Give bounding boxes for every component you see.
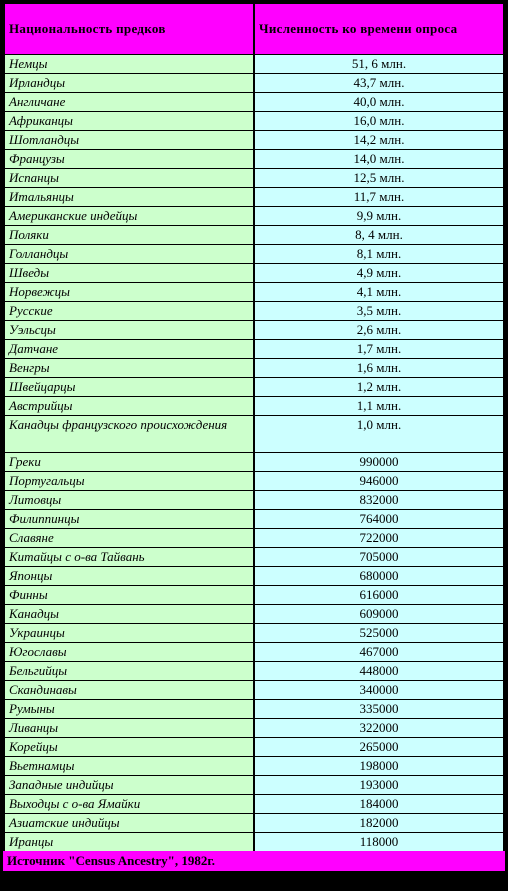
count-cell: 832000 [255,491,503,509]
nationality-cell: Финны [5,586,253,604]
table-row [5,700,503,718]
table-row [5,207,503,225]
nationality-cell: Западные индийцы [5,776,253,794]
count-cell: 14,2 млн. [255,131,503,149]
count-cell: 198000 [255,757,503,775]
count-cell: 1,2 млн. [255,378,503,396]
nationality-cell: Венгры [5,359,253,377]
nationality-cell: Шотландцы [5,131,253,149]
count-cell: 2,6 млн. [255,321,503,339]
table-row [5,453,503,471]
table-row [5,662,503,680]
nationality-cell: Норвежцы [5,283,253,301]
nationality-cell: Канадцы [5,605,253,623]
nationality-cell: Африканцы [5,112,253,130]
table-row [5,548,503,566]
count-cell: 12,5 млн. [255,169,503,187]
count-cell: 265000 [255,738,503,756]
nationality-cell: Японцы [5,567,253,585]
nationality-cell: Голландцы [5,245,253,263]
table-row [5,321,503,339]
nationality-cell: Итальянцы [5,188,253,206]
nationality-cell: Литовцы [5,491,253,509]
nationality-cell: Австрийцы [5,397,253,415]
count-cell: 1,1 млн. [255,397,503,415]
count-cell: 4,1 млн. [255,283,503,301]
count-cell: 340000 [255,681,503,699]
count-cell: 1,7 млн. [255,340,503,358]
nationality-cell: Уэльсцы [5,321,253,339]
count-cell: 8,1 млн. [255,245,503,263]
nationality-cell: Украинцы [5,624,253,642]
nationality-cell: Французы [5,150,253,168]
table-row [5,814,503,832]
count-cell: 335000 [255,700,503,718]
table-row [5,529,503,547]
nationality-cell: Вьетнамцы [5,757,253,775]
nationality-cell: Канадцы французского происхождения [5,416,253,452]
nationality-cell: Иранцы [5,833,253,851]
nationality-cell: Югославы [5,643,253,661]
table-row [5,643,503,661]
table-row [5,150,503,168]
nationality-cell: Бельгийцы [5,662,253,680]
count-cell: 467000 [255,643,503,661]
table-row [5,378,503,396]
nationality-cell: Немцы [5,55,253,73]
nationality-cell: Швейцарцы [5,378,253,396]
nationality-cell: Испанцы [5,169,253,187]
nationality-cell: Ливанцы [5,719,253,737]
count-cell: 764000 [255,510,503,528]
count-cell: 448000 [255,662,503,680]
table-row [5,833,503,851]
count-cell: 193000 [255,776,503,794]
count-cell: 990000 [255,453,503,471]
ancestry-table [3,3,505,852]
table-row [5,359,503,377]
count-cell: 11,7 млн. [255,188,503,206]
table-row [5,188,503,206]
table-row [5,510,503,528]
count-cell: 322000 [255,719,503,737]
nationality-cell: Греки [5,453,253,471]
nationality-cell: Филиппинцы [5,510,253,528]
count-cell: 14,0 млн. [255,150,503,168]
table-row [5,302,503,320]
count-cell: 43,7 млн. [255,74,503,92]
header-nationality: Национальность предков [5,4,253,54]
table-row [5,472,503,490]
count-cell: 16,0 млн. [255,112,503,130]
count-cell: 1,0 млн. [255,416,503,452]
source-footer: Источник "Census Ancestry", 1982г. [3,851,505,871]
count-cell: 9,9 млн. [255,207,503,225]
nationality-cell: Поляки [5,226,253,244]
nationality-cell: Корейцы [5,738,253,756]
table-row [5,340,503,358]
table-row [5,416,503,452]
count-cell: 1,6 млн. [255,359,503,377]
table-row [5,681,503,699]
table-row [5,397,503,415]
count-cell: 8, 4 млн. [255,226,503,244]
nationality-cell: Американские индейцы [5,207,253,225]
table-row [5,264,503,282]
table-row [5,567,503,585]
table-row [5,719,503,737]
count-cell: 182000 [255,814,503,832]
table-row [5,169,503,187]
count-cell: 705000 [255,548,503,566]
table-row [5,586,503,604]
table-row [5,624,503,642]
count-cell: 525000 [255,624,503,642]
nationality-cell: Португальцы [5,472,253,490]
header-count: Численность ко времени опроса [255,4,503,54]
count-cell: 4,9 млн. [255,264,503,282]
nationality-cell: Ирландцы [5,74,253,92]
table-row [5,738,503,756]
count-cell: 40,0 млн. [255,93,503,111]
nationality-cell: Румыны [5,700,253,718]
table-row [5,283,503,301]
nationality-cell: Датчане [5,340,253,358]
count-cell: 118000 [255,833,503,851]
table-row [5,226,503,244]
count-cell: 946000 [255,472,503,490]
table-row [5,55,503,73]
table-row [5,491,503,509]
table-row [5,112,503,130]
nationality-cell: Азиатские индийцы [5,814,253,832]
count-cell: 616000 [255,586,503,604]
table-row [5,245,503,263]
nationality-cell: Китайцы с о-ва Тайвань [5,548,253,566]
count-cell: 184000 [255,795,503,813]
table-row [5,74,503,92]
nationality-cell: Выходцы с о-ва Ямайки [5,795,253,813]
table-row [5,757,503,775]
nationality-cell: Шведы [5,264,253,282]
nationality-cell: Русские [5,302,253,320]
count-cell: 609000 [255,605,503,623]
nationality-cell: Скандинавы [5,681,253,699]
table-row [5,776,503,794]
header-row [5,4,503,54]
count-cell: 51, 6 млн. [255,55,503,73]
table-row [5,605,503,623]
count-cell: 3,5 млн. [255,302,503,320]
count-cell: 722000 [255,529,503,547]
count-cell: 680000 [255,567,503,585]
nationality-cell: Славяне [5,529,253,547]
table-row [5,795,503,813]
table-body [5,55,503,851]
table-row [5,131,503,149]
table-row [5,93,503,111]
nationality-cell: Англичане [5,93,253,111]
